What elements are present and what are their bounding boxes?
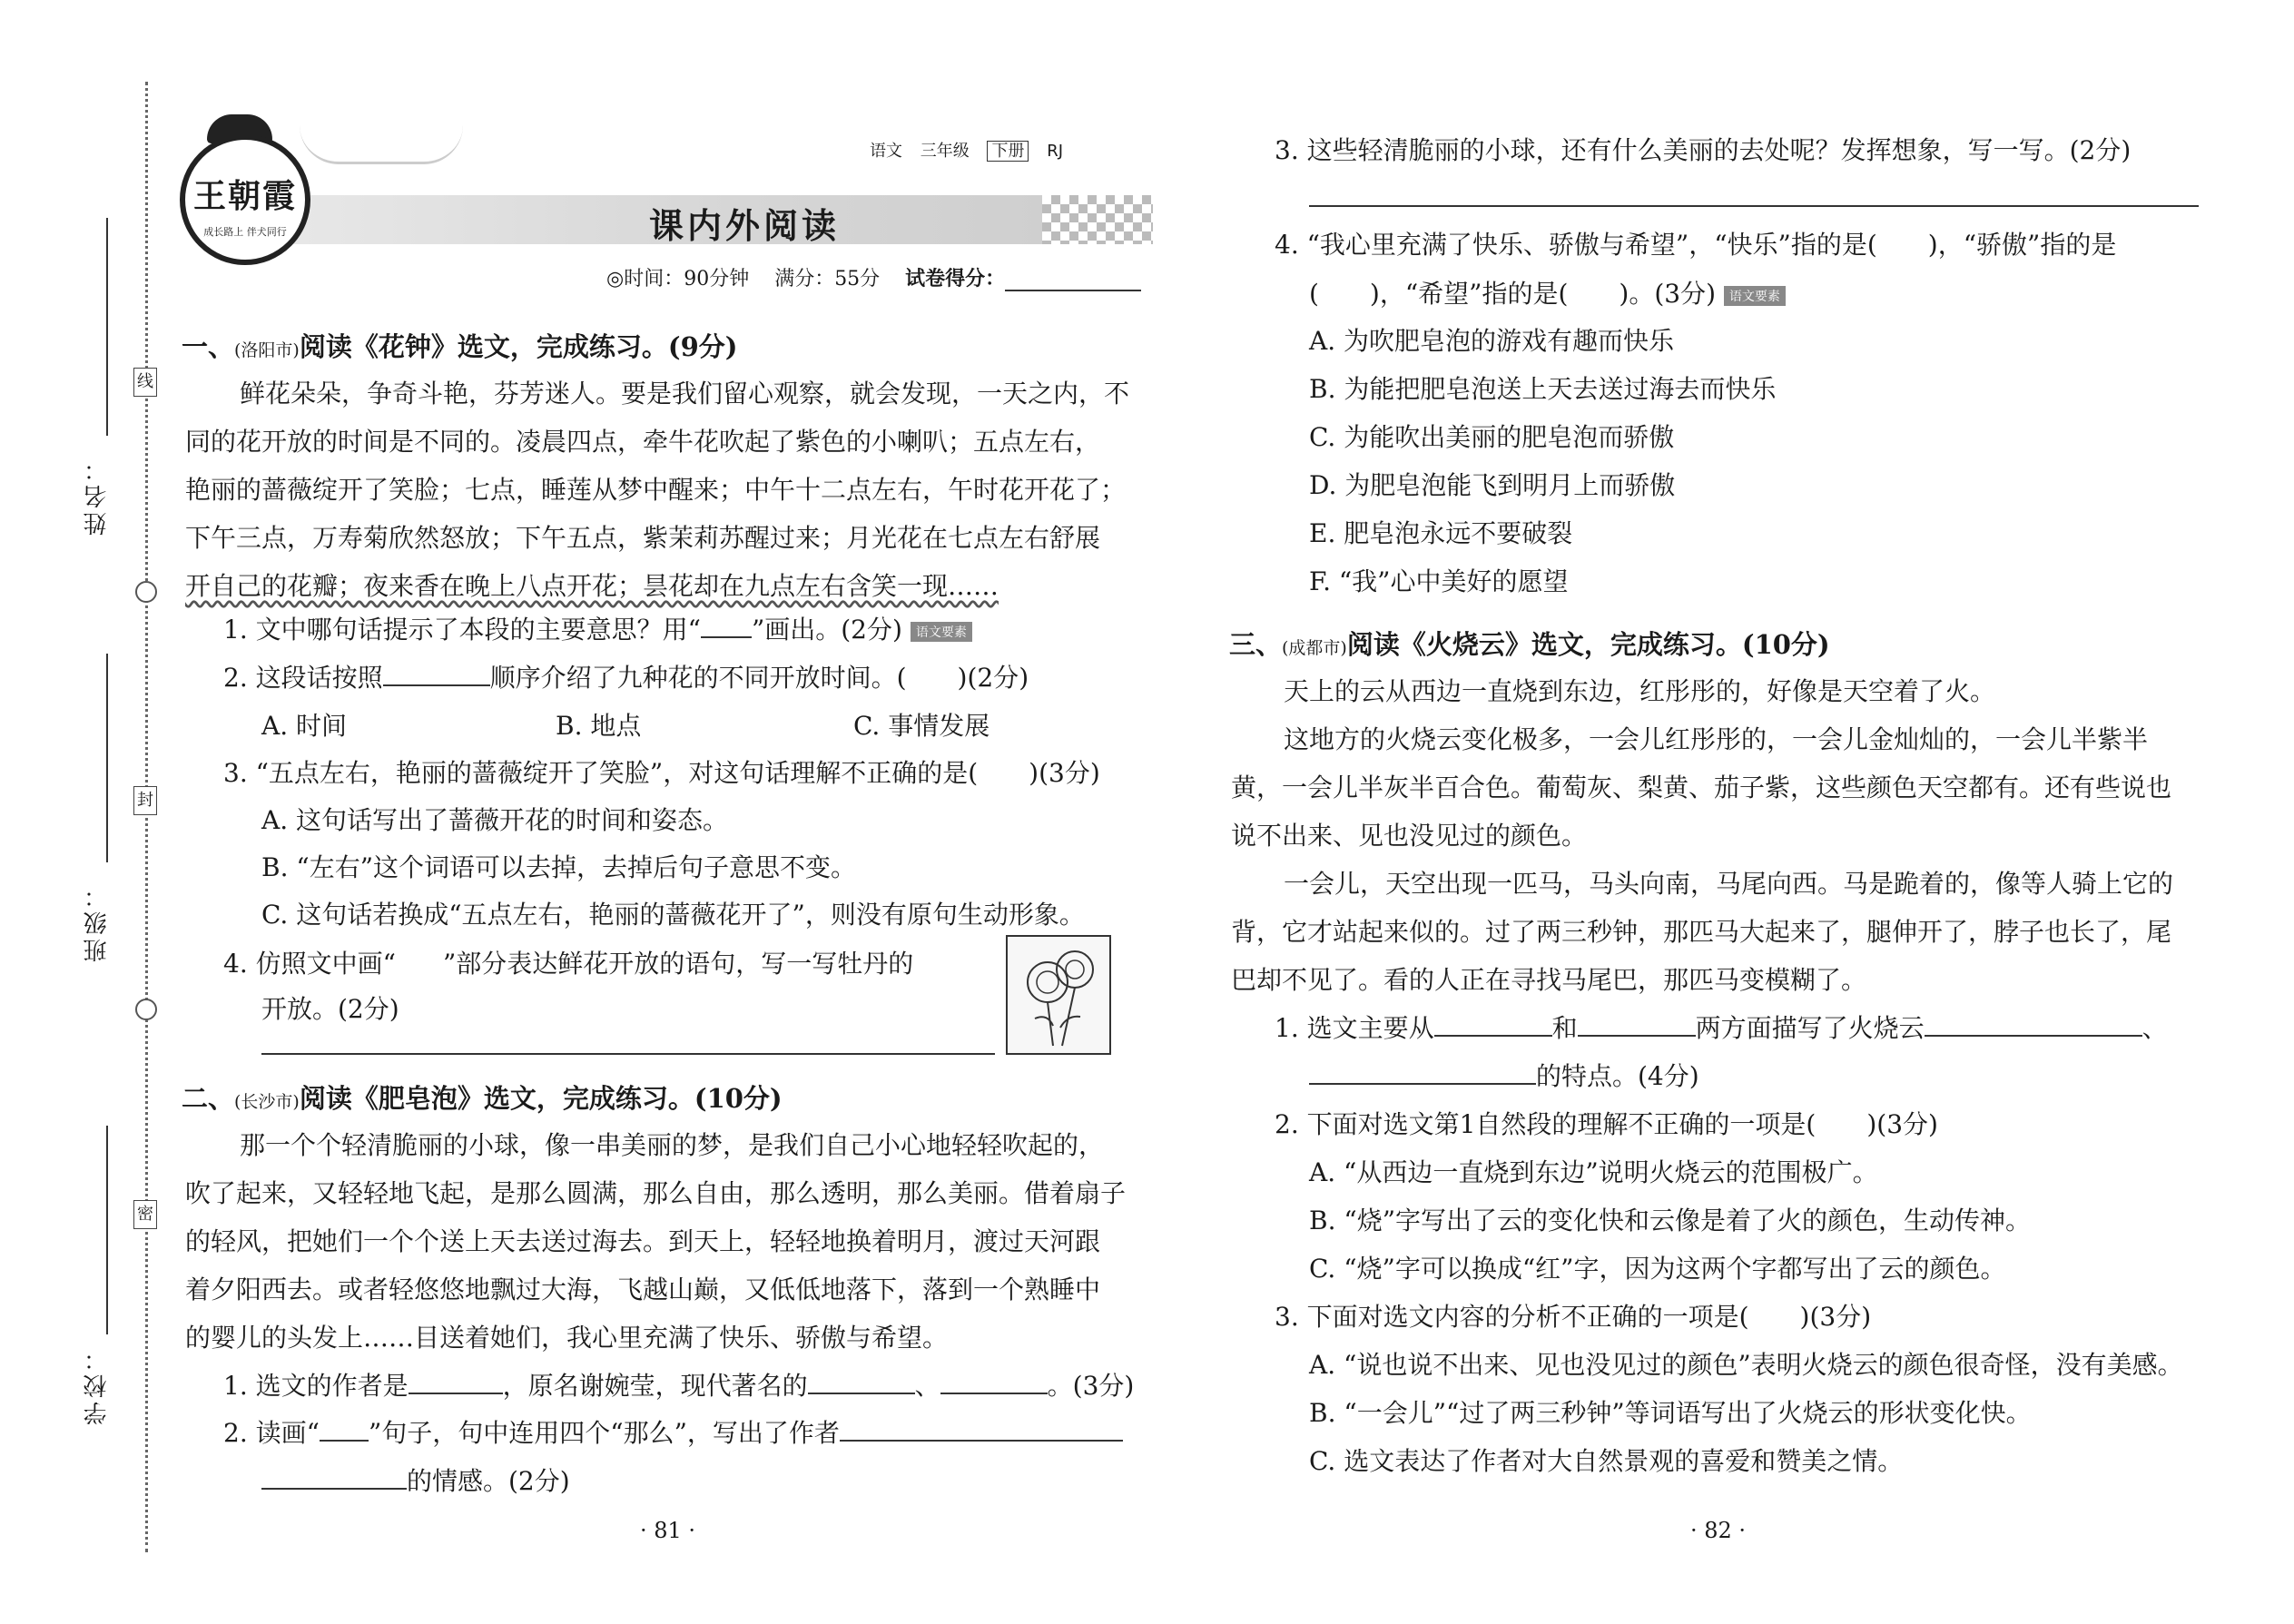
- option-c[interactable]: C. 这句话若换成“五点左右，艳丽的蔷薇花开了”，则没有原句生动形象。: [261, 900, 1085, 930]
- cut-mark-secret: 密: [133, 1200, 157, 1229]
- name-label: 姓名：: [84, 454, 111, 536]
- s2-question-4: 4. “我心里充满了快乐、骄傲与希望”，“快乐”指的是( )，“骄傲”指的是: [1275, 230, 2117, 260]
- question-1: 1. 文中哪句话提示了本段的主要意思？用“ ”画出。(2分) 语文要素: [223, 610, 972, 646]
- subject-bar: [870, 138, 1076, 162]
- option-c[interactable]: C. 选文表达了作者对大自然景观的喜爱和赞美之情。: [1309, 1446, 1904, 1476]
- option-a[interactable]: A. 时间: [261, 711, 348, 741]
- grade: 三年级: [920, 142, 970, 161]
- s2-question-2: 2. 读画“ ”句子，句中连用四个“那么”，写出了作者: [223, 1413, 1123, 1450]
- passage-line: 说不出来、见也没见过的颜色。: [1231, 821, 1588, 851]
- time-limit: ◎时间：90分钟: [606, 268, 750, 290]
- class-line: [106, 654, 108, 862]
- option-a[interactable]: A. 这句话写出了蔷薇开花的时间和姿态。: [261, 805, 729, 835]
- option-d[interactable]: D. 为肥皂泡能飞到明月上而骄傲: [1309, 470, 1676, 500]
- tag-element: 语文要素: [1724, 286, 1786, 306]
- section-1-title: 一、(洛阳市)阅读《花钟》选文，完成练习。(9分): [182, 331, 738, 362]
- s2-question-2-cont: 的情感。(2分): [261, 1462, 570, 1498]
- option-a[interactable]: A. “从西边一直烧到东边”说明火烧云的范围极广。: [1309, 1157, 1878, 1187]
- passage-line: 巴却不见了。看的人正在寻找马尾巴，那匹马变模糊了。: [1231, 965, 1867, 995]
- passage-line: 这地方的火烧云变化极多，一会儿红彤彤的，一会儿金灿灿的，一会儿半紫半: [1284, 724, 2149, 754]
- passage-line: 一会儿，天空出现一匹马，马头向南，马尾向西。马是跪着的，像等人骑上它的: [1284, 869, 2174, 899]
- s3-question-2: 2. 下面对选文第1自然段的理解不正确的一项是( )(3分): [1275, 1109, 1938, 1139]
- logo-subtext: 成长路上 伴犬同行: [203, 226, 287, 238]
- s2-question-3: 3. 这些轻清脆丽的小球，还有什么美丽的去处呢？发挥想象，写一写。(2分): [1275, 135, 2132, 165]
- passage-line: 下午三点，万寿菊欣然怒放；下午五点，紫茉莉苏醒过来；月光花在七点左右舒展: [185, 523, 1101, 553]
- binding-hole-icon: [135, 581, 157, 603]
- s3-question-1: 1. 选文主要从 和 两方面描写了火烧云 、: [1275, 1013, 2168, 1043]
- question-3: 3. “五点左右，艳丽的蔷薇绽开了笑脸”，对这句话理解不正确的是( )(3分): [223, 758, 1100, 788]
- option-b[interactable]: B. 地点: [556, 711, 642, 741]
- section-2-title: 二、(长沙市)阅读《肥皂泡》选文，完成练习。(10分): [182, 1083, 783, 1114]
- school-label: 学校：: [84, 1343, 111, 1425]
- tag-element: 语文要素: [911, 622, 972, 642]
- score-field[interactable]: [1005, 270, 1141, 291]
- subject: 语文: [870, 142, 902, 161]
- option-a[interactable]: A. 为吹肥皂泡的游戏有趣而快乐: [1309, 326, 1675, 356]
- page-number-left: · 81 ·: [640, 1518, 696, 1543]
- page-number-right: · 82 ·: [1690, 1518, 1747, 1543]
- option-a[interactable]: A. “说也说不出来、见也没见过的颜色”表明火烧云的颜色很奇怪，没有美感。: [1309, 1350, 2183, 1380]
- peony-image: [1006, 935, 1111, 1055]
- passage-line: 的轻风，把她们一个个送上天去送过海去。到天上，轻轻地换着明月，渡过天河跟: [185, 1226, 1101, 1256]
- s2-question-4-cont: ( )，“希望”指的是( )。(3分) 语文要素: [1309, 274, 1786, 310]
- checker-decoration: [1042, 195, 1153, 244]
- school-line: [106, 1126, 108, 1334]
- option-b[interactable]: B. 为能把肥皂泡送上天去送过海去而快乐: [1309, 374, 1777, 404]
- option-b[interactable]: B. “烧”字写出了云的变化快和云像是着了火的颜色，生动传神。: [1309, 1206, 2032, 1235]
- option-b[interactable]: B. “左右”这个词语可以去掉，去掉后句子意思不变。: [261, 852, 857, 882]
- passage-line: 鲜花朵朵，争奇斗艳，芬芳迷人。要是我们留心观察，就会发现，一天之内，不: [240, 379, 1130, 408]
- answer-blank[interactable]: [383, 663, 490, 686]
- option-f[interactable]: F. “我”心中美好的愿望: [1309, 566, 1569, 596]
- passage-line: 着夕阳西去。或者轻悠悠地飘过大海，飞越山巅，又低低地落下，落到一个熟睡中: [185, 1275, 1101, 1304]
- passage-line: 吹了起来，又轻轻地飞起，是那么圆满，那么自由，那么透明，那么美丽。借着扇子: [185, 1178, 1127, 1208]
- passage-line: 同的花开放的时间是不同的。凌晨四点，牵牛花吹起了紫色的小喇叭；五点左右，: [185, 427, 1101, 457]
- question-4-cont: 开放。(2分): [261, 994, 399, 1024]
- passage-line: 背，它才站起来似的。过了两三秒钟，那匹马大起来了，腿伸开了，脖子也长了，尾: [1231, 917, 2172, 947]
- brand-logo: [180, 134, 310, 265]
- passage-line: 的婴儿的头发上……目送着她们，我心里充满了快乐、骄傲与希望。: [185, 1323, 949, 1353]
- edition: RJ: [1047, 142, 1064, 161]
- cut-mark-seal: 封: [133, 786, 157, 815]
- s3-question-3: 3. 下面对选文内容的分析不正确的一项是( )(3分): [1275, 1302, 1872, 1332]
- s3-question-1-cont: 的特点。(4分): [1309, 1057, 1699, 1093]
- section-3-title: 三、(成都市)阅读《火烧云》选文，完成练习。(10分): [1229, 629, 1830, 660]
- binding-dotted-line: [145, 82, 148, 1552]
- passage-line: 天上的云从西边一直烧到东边，红彤彤的，好像是天空着了火。: [1284, 676, 1996, 706]
- passage-line: 黄，一会儿半灰半百合色。葡萄灰、梨黄、茄子紫，这些颜色天空都有。还有些说也: [1231, 773, 2172, 802]
- passage-line: 艳丽的蔷薇绽开了笑脸；七点，睡莲从梦中醒来；中午十二点左右，午时花开花了；: [185, 475, 1127, 505]
- exam-info: [606, 263, 1141, 291]
- page-title: 课内外阅读: [648, 205, 840, 246]
- class-label: 班级：: [84, 881, 111, 962]
- binding-hole-icon: [135, 999, 157, 1020]
- answer-line[interactable]: [1309, 205, 2199, 207]
- option-c[interactable]: C. 事情发展: [853, 711, 990, 741]
- passage-line: 那一个个轻清脆丽的小球，像一串美丽的梦，是我们自己小心地轻轻吹起的，: [240, 1130, 1105, 1160]
- question-4: 4. 仿照文中画“ ”部分表达鲜花开放的语句，写一写牡丹的: [223, 949, 914, 979]
- answer-line[interactable]: [261, 1053, 995, 1055]
- passage-line: 开自己的花瓣；夜来香在晚上八点开花；昙花却在九点左右含笑一现……: [185, 571, 999, 601]
- s2-question-1: 1. 选文的作者是 ，原名谢婉莹，现代著名的 、 。(3分): [223, 1371, 1135, 1401]
- ribbon-decoration: [300, 125, 463, 164]
- name-line: [106, 218, 108, 436]
- cut-mark-line: 线: [133, 368, 157, 397]
- option-b[interactable]: B. “一会儿”“过了两三秒钟”等词语写出了火烧云的形状变化快。: [1309, 1398, 2032, 1428]
- question-2: 2. 这段话按照 顺序介绍了九种花的不同开放时间。( )(2分): [223, 663, 1029, 693]
- volume: 下册: [987, 141, 1029, 162]
- full-score: 满分：55分: [774, 268, 881, 290]
- score-label: 试卷得分：: [905, 267, 1006, 290]
- option-e[interactable]: E. 肥皂泡永远不要破裂: [1309, 518, 1573, 548]
- option-c[interactable]: C. 为能吹出美丽的肥皂泡而骄傲: [1309, 422, 1675, 452]
- option-c[interactable]: C. “烧”字可以换成“红”字，因为这两个字都写出了云的颜色。: [1309, 1254, 2006, 1284]
- logo-text: 王朝霞: [192, 177, 297, 215]
